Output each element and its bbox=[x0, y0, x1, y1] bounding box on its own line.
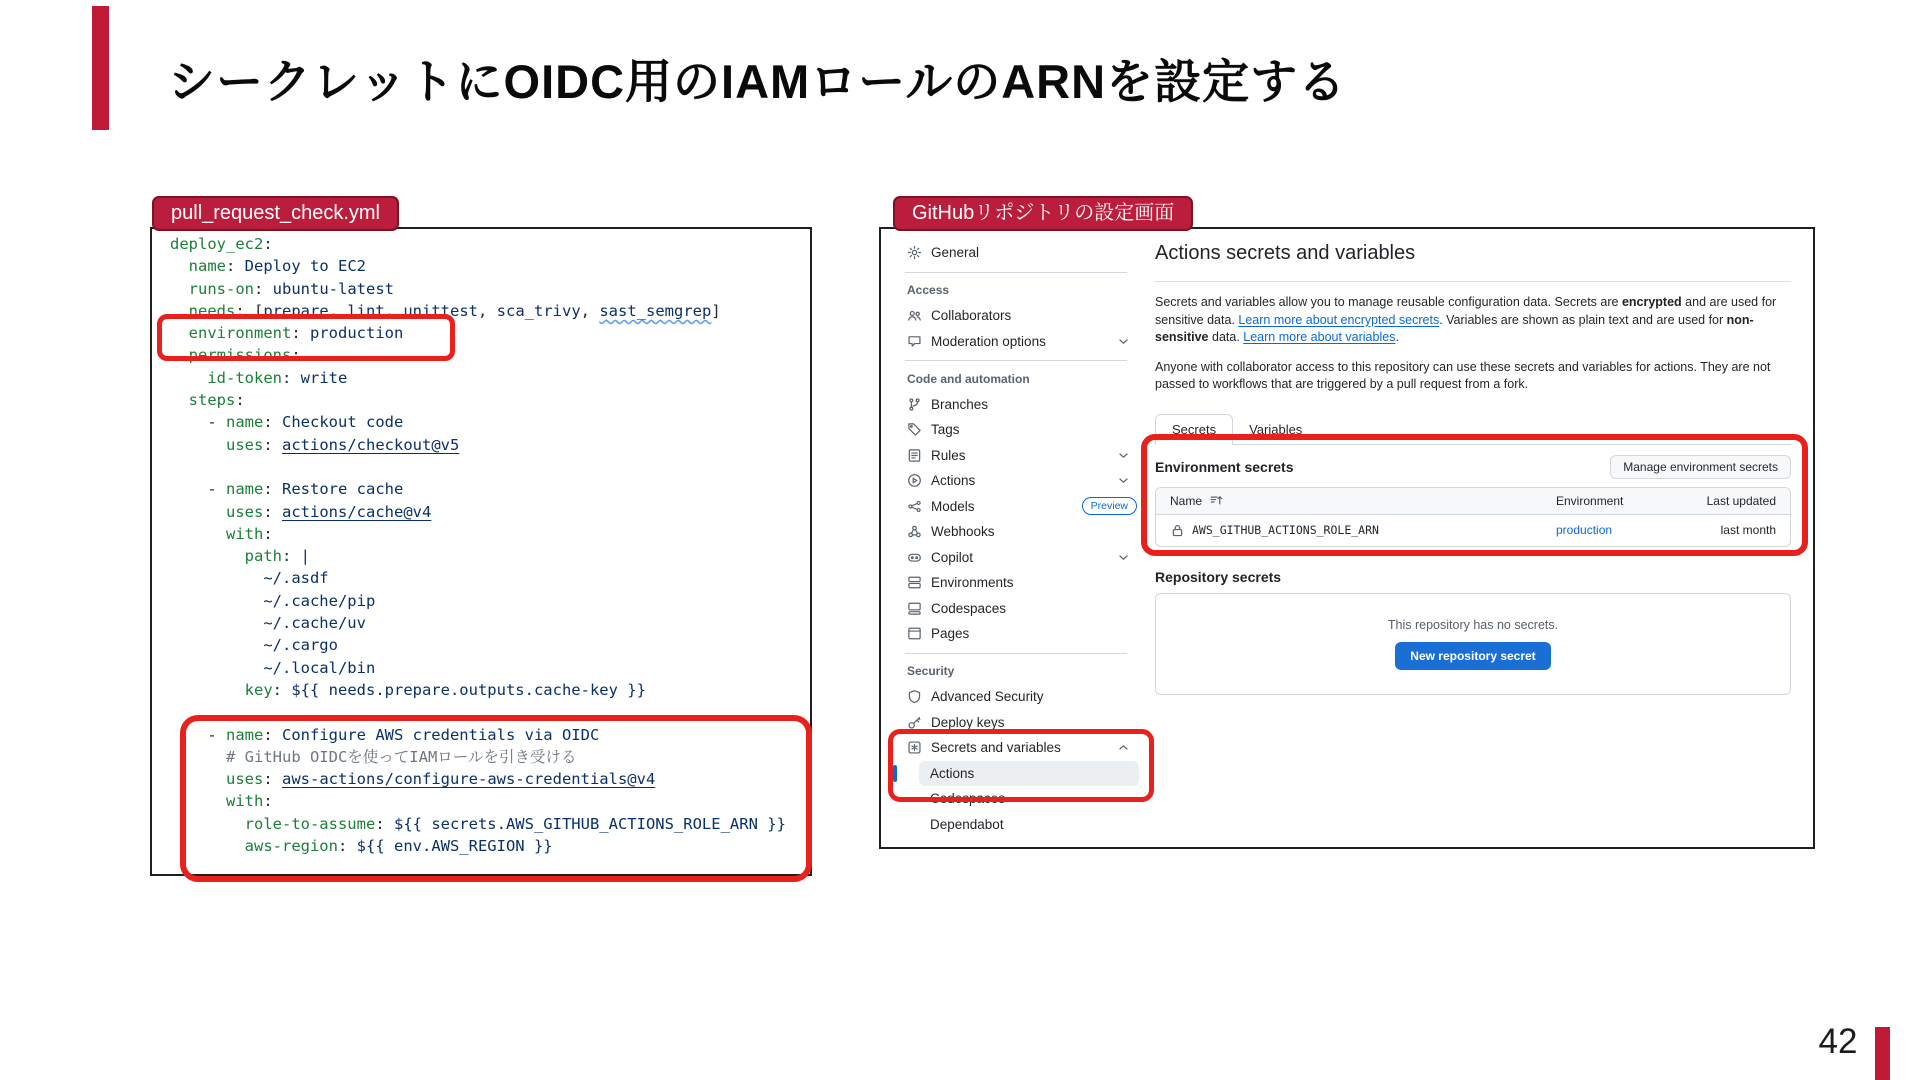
code-token: ${{ needs.prepare.outputs.cache-key }} bbox=[282, 680, 646, 699]
last-updated-cell: last month bbox=[1720, 523, 1776, 537]
shield-icon bbox=[907, 689, 922, 704]
sidebar-item-label: Models bbox=[931, 498, 975, 514]
code-token bbox=[170, 369, 207, 387]
column-environment: Environment bbox=[1556, 493, 1624, 508]
sidebar-section-access: Access bbox=[907, 283, 950, 298]
text-segment: Anyone with collaborator access to this repository can use these secrets and variables for actions. They are not passed to workflows that are triggered by a pull request from a fork. bbox=[1155, 359, 1771, 391]
code-token: : bbox=[375, 814, 385, 833]
code-token bbox=[170, 547, 245, 565]
inline-link[interactable]: Learn more about variables bbox=[1243, 330, 1396, 344]
code-token: name bbox=[226, 725, 264, 744]
sidebar-item-webhooks[interactable] bbox=[905, 519, 1139, 545]
text-segment: . Variables are shown as plain text and are used for bbox=[1439, 312, 1727, 327]
sidebar-item-label: Environments bbox=[931, 575, 1014, 591]
code-token: ~/.asdf bbox=[170, 569, 329, 588]
text-segment: Secrets and variables allow you to manage reusable configuration data. Secrets are bbox=[1155, 295, 1622, 309]
code-token bbox=[273, 770, 282, 788]
sidebar-section-code-and-automation: Code and automation bbox=[907, 371, 1030, 386]
tab-secrets[interactable]: Secrets bbox=[1155, 414, 1233, 445]
code-token bbox=[170, 792, 226, 810]
code-token: : bbox=[263, 725, 273, 744]
code-token: sca_trivy bbox=[496, 301, 581, 320]
webhook-icon bbox=[907, 524, 922, 539]
code-token: : bbox=[254, 279, 264, 298]
sidebar-item-models[interactable] bbox=[905, 494, 1139, 520]
code-token: : bbox=[263, 480, 273, 499]
sidebar-item-label: Tags bbox=[931, 422, 960, 438]
code-line bbox=[170, 612, 786, 634]
sidebar-item-codespaces[interactable] bbox=[919, 786, 1139, 812]
sidebar-item-deploy-keys[interactable] bbox=[905, 710, 1139, 736]
code-token: deploy_ec2 bbox=[170, 235, 264, 253]
secret-name-cell bbox=[1170, 523, 1556, 538]
sort-icon bbox=[1209, 493, 1224, 508]
pages-icon bbox=[907, 626, 922, 641]
lock-icon bbox=[1170, 523, 1185, 538]
sidebar-item-label: Actions bbox=[931, 473, 976, 489]
text-segment: and are used for sensitive data. bbox=[1155, 295, 1777, 327]
code-token: - bbox=[170, 480, 226, 499]
code-line bbox=[170, 790, 786, 812]
sidebar-divider bbox=[905, 354, 1139, 366]
code-token: , bbox=[384, 301, 404, 320]
repo-secrets-title: Repository secrets bbox=[1155, 568, 1282, 585]
code-line bbox=[170, 322, 786, 344]
code-token: : bbox=[263, 435, 273, 454]
sidebar-item-label: Actions bbox=[930, 765, 975, 781]
code-token: , bbox=[328, 301, 348, 320]
environments-icon bbox=[907, 575, 922, 590]
code-line bbox=[170, 300, 786, 322]
code-token: : bbox=[281, 368, 292, 387]
code-token bbox=[170, 525, 226, 543]
chevron-down-icon bbox=[1116, 334, 1131, 349]
code-token: , bbox=[478, 301, 497, 320]
code-line bbox=[170, 344, 786, 366]
code-token bbox=[273, 436, 282, 454]
env-secrets-table-body bbox=[1156, 514, 1790, 546]
code-token: uses bbox=[226, 502, 264, 521]
code-token: needs bbox=[188, 301, 236, 320]
code-token: role-to-assume bbox=[244, 814, 376, 833]
title-accent-bar bbox=[92, 6, 109, 130]
code-token: runs-on bbox=[188, 279, 254, 298]
sidebar-item-label: Deploy keys bbox=[931, 714, 1005, 730]
code-token: ~/.cache/pip bbox=[170, 591, 376, 610]
code-token: ${{ secrets.AWS_GITHUB_ACTIONS_ROLE_ARN }} bbox=[384, 814, 786, 833]
code-token: steps bbox=[188, 391, 236, 410]
code-token: : bbox=[263, 770, 273, 789]
sidebar-item-rules[interactable] bbox=[905, 443, 1139, 469]
chevron-down-icon bbox=[1116, 473, 1131, 488]
collaborator-access-note bbox=[1155, 359, 1791, 394]
code-link[interactable]: actions/checkout@v5 bbox=[282, 435, 460, 454]
repo-secrets-empty-box bbox=[1155, 593, 1791, 695]
code-token: : bbox=[291, 324, 301, 343]
code-line bbox=[170, 478, 786, 500]
code-line bbox=[170, 367, 786, 389]
secret-row bbox=[1156, 514, 1790, 546]
code-line bbox=[170, 411, 786, 433]
sidebar-divider bbox=[905, 647, 1139, 659]
code-token: ${{ env.AWS_REGION }} bbox=[347, 837, 553, 856]
github-settings-sidebar bbox=[905, 240, 1139, 837]
code-token: name bbox=[226, 480, 264, 499]
code-token: # GitHub OIDCを使ってIAMロールを引き受ける bbox=[170, 747, 577, 766]
code-token: : bbox=[235, 391, 245, 410]
copilot-icon bbox=[907, 550, 922, 565]
code-token bbox=[170, 302, 189, 320]
code-token: : bbox=[226, 257, 236, 276]
code-line bbox=[170, 634, 786, 656]
code-token: sast_semgrep bbox=[599, 301, 712, 320]
sidebar-item-label: Codespaces bbox=[930, 791, 1006, 807]
chevron-up-icon bbox=[1116, 740, 1131, 755]
github-panel-label: GitHubリポジトリの設定画面 bbox=[893, 196, 1193, 231]
code-token: : bbox=[281, 547, 292, 566]
sidebar-item-label: Collaborators bbox=[931, 308, 1012, 324]
code-token bbox=[170, 681, 245, 699]
code-token: key bbox=[244, 680, 273, 699]
emphasized-text: encrypted bbox=[1621, 295, 1682, 309]
code-token: : bbox=[272, 680, 282, 699]
code-token: uses bbox=[226, 770, 264, 789]
footer-accent-bar bbox=[1875, 1027, 1890, 1080]
branch-icon bbox=[907, 397, 922, 412]
chevron-down-icon bbox=[1116, 550, 1131, 565]
code-token: ~/.cache/uv bbox=[170, 614, 366, 633]
code-token: environment bbox=[188, 324, 292, 343]
environment-cell bbox=[1556, 523, 1656, 537]
sidebar-item-label: Webhooks bbox=[931, 524, 995, 540]
code-line bbox=[170, 657, 786, 679]
sidebar-item-copilot[interactable] bbox=[905, 545, 1139, 571]
code-token: : bbox=[263, 502, 273, 521]
sidebar-item-label: Moderation options bbox=[931, 333, 1046, 349]
code-token: production bbox=[300, 324, 404, 343]
code-line bbox=[170, 523, 786, 545]
code-token: : [ bbox=[235, 301, 264, 320]
repo-secrets-empty-text: This repository has no secrets. bbox=[1387, 617, 1559, 632]
sidebar-item-label: Dependabot bbox=[930, 816, 1004, 832]
code-line bbox=[170, 768, 786, 790]
code-token: Restore cache bbox=[272, 480, 404, 499]
code-token bbox=[170, 257, 189, 275]
sidebar-item-collaborators[interactable] bbox=[905, 303, 1139, 329]
code-token: aws-region bbox=[244, 837, 338, 856]
new-repository-secret-button[interactable]: New repository secret bbox=[1395, 642, 1550, 670]
code-token bbox=[170, 346, 189, 364]
sidebar-item-actions[interactable] bbox=[905, 468, 1139, 494]
code-token: name bbox=[226, 413, 264, 432]
code-token: ] bbox=[711, 301, 721, 320]
code-token bbox=[170, 324, 189, 342]
code-token: prepare bbox=[263, 301, 329, 320]
sidebar-item-secrets-and-variables[interactable] bbox=[905, 735, 1139, 761]
yaml-code bbox=[170, 233, 786, 857]
code-link[interactable]: actions/cache@v4 bbox=[282, 502, 432, 521]
code-line bbox=[170, 233, 786, 255]
column-last-updated: Last updated bbox=[1706, 493, 1776, 508]
code-line bbox=[170, 434, 786, 456]
models-icon bbox=[907, 499, 922, 514]
code-panel-label: pull_request_check.yml bbox=[152, 196, 399, 231]
code-line bbox=[170, 813, 786, 835]
code-token: : bbox=[263, 413, 273, 432]
code-token: unittest bbox=[403, 301, 478, 320]
manage-environment-secrets-button[interactable]: Manage environment secrets bbox=[1610, 455, 1791, 479]
sidebar-item-advanced-security[interactable] bbox=[905, 684, 1139, 710]
sidebar-item-label: Secrets and variables bbox=[931, 740, 1061, 756]
code-token bbox=[170, 815, 245, 833]
code-line bbox=[170, 701, 786, 723]
column-name-label: Name bbox=[1170, 493, 1203, 508]
env-secrets-table-header bbox=[1156, 488, 1790, 514]
inline-link[interactable]: Learn more about encrypted secrets bbox=[1238, 312, 1440, 327]
slide-title: シークレットにOIDC用のIAMロールのARNを設定する bbox=[168, 55, 1347, 108]
tag-icon bbox=[907, 422, 922, 437]
github-settings-main bbox=[1155, 240, 1791, 695]
code-token: : bbox=[291, 346, 301, 365]
sidebar-item-label: Rules bbox=[931, 447, 966, 463]
rules-icon bbox=[907, 448, 922, 463]
code-token: Checkout code bbox=[272, 413, 404, 432]
code-token bbox=[170, 770, 226, 788]
code-token: : bbox=[337, 837, 348, 856]
sidebar-item-label: Advanced Security bbox=[931, 689, 1044, 705]
code-line bbox=[170, 389, 786, 411]
people-icon bbox=[907, 308, 922, 323]
sidebar-item-actions[interactable] bbox=[919, 761, 1139, 787]
code-token: permissions bbox=[188, 346, 292, 365]
secrets-icon bbox=[907, 740, 922, 755]
code-line bbox=[170, 724, 786, 746]
code-token: | bbox=[291, 547, 310, 566]
code-token: name bbox=[188, 257, 226, 276]
text-segment: data. bbox=[1208, 330, 1244, 344]
preview-badge: Preview bbox=[1082, 497, 1137, 515]
code-token bbox=[170, 837, 245, 855]
code-token: - bbox=[170, 725, 226, 744]
sidebar-item-label: Copilot bbox=[931, 549, 974, 565]
code-token: : bbox=[263, 235, 273, 253]
sidebar-item-tags[interactable] bbox=[905, 417, 1139, 443]
tab-variables[interactable]: Variables bbox=[1249, 421, 1303, 437]
code-token: - bbox=[170, 413, 226, 432]
sidebar-item-environments[interactable] bbox=[905, 570, 1139, 596]
code-line bbox=[170, 567, 786, 589]
code-token: write bbox=[291, 368, 348, 387]
sidebar-divider bbox=[905, 266, 1139, 278]
code-token bbox=[170, 280, 189, 298]
code-line bbox=[170, 746, 786, 768]
code-line bbox=[170, 679, 786, 701]
secret-name: AWS_GITHUB_ACTIONS_ROLE_ARN bbox=[1192, 523, 1379, 537]
code-token: lint bbox=[347, 301, 385, 320]
code-token: ubuntu-latest bbox=[263, 279, 394, 298]
env-secrets-title: Environment secrets bbox=[1155, 458, 1294, 475]
env-secrets-header bbox=[1155, 453, 1791, 481]
code-token bbox=[170, 391, 189, 409]
sidebar-item-label: Pages bbox=[931, 626, 970, 642]
sidebar-section-security: Security bbox=[907, 664, 955, 679]
sidebar-item-dependabot[interactable] bbox=[919, 812, 1139, 838]
code-token: : bbox=[263, 792, 273, 811]
sidebar-item-branches[interactable] bbox=[905, 392, 1139, 418]
secrets-variables-tabs bbox=[1155, 410, 1791, 445]
code-line bbox=[170, 278, 786, 300]
code-line bbox=[170, 545, 786, 567]
secrets-description bbox=[1155, 294, 1791, 347]
sidebar-item-general[interactable] bbox=[905, 240, 1139, 266]
key-icon bbox=[907, 715, 922, 730]
page-number: 42 bbox=[1818, 1022, 1858, 1061]
code-line bbox=[170, 835, 786, 857]
sidebar-item-label: Branches bbox=[931, 396, 989, 412]
sidebar-item-label: General bbox=[931, 245, 980, 261]
code-token bbox=[170, 436, 226, 454]
code-token: ~/.local/bin bbox=[170, 658, 376, 677]
page-title: Actions secrets and variables bbox=[1155, 240, 1791, 282]
codespaces-icon bbox=[907, 601, 922, 616]
emphasized-text: non-sensitive bbox=[1155, 312, 1754, 344]
code-line bbox=[170, 255, 786, 277]
env-secrets-table bbox=[1155, 487, 1791, 547]
code-token: path bbox=[244, 547, 282, 566]
gear-icon bbox=[907, 245, 922, 260]
comment-icon bbox=[907, 334, 922, 349]
code-token: : bbox=[263, 524, 273, 543]
column-name[interactable] bbox=[1170, 493, 1556, 508]
code-line bbox=[170, 456, 786, 478]
chevron-down-icon bbox=[1116, 448, 1131, 463]
environment-link[interactable]: production bbox=[1556, 523, 1613, 537]
sidebar-item-label: Codespaces bbox=[931, 600, 1007, 616]
code-token: with bbox=[226, 524, 264, 543]
play-icon bbox=[907, 473, 922, 488]
code-token bbox=[273, 503, 282, 521]
code-token: Configure AWS credentials via OIDC bbox=[272, 725, 600, 744]
sidebar-item-moderation-options[interactable] bbox=[905, 329, 1139, 355]
code-line bbox=[170, 590, 786, 612]
code-token: Deploy to EC2 bbox=[235, 257, 366, 276]
code-token: ~/.cargo bbox=[170, 636, 338, 655]
sidebar-item-pages[interactable] bbox=[905, 621, 1139, 647]
code-token bbox=[170, 503, 226, 521]
code-token: , bbox=[580, 301, 600, 320]
code-token: id-token bbox=[207, 368, 282, 387]
code-link[interactable]: aws-actions/configure-aws-credentials@v4 bbox=[282, 770, 656, 789]
code-token: uses bbox=[226, 435, 264, 454]
text-segment: . bbox=[1395, 330, 1399, 344]
sidebar-item-codespaces[interactable] bbox=[905, 596, 1139, 622]
code-line bbox=[170, 501, 786, 523]
code-token: with bbox=[226, 792, 264, 811]
